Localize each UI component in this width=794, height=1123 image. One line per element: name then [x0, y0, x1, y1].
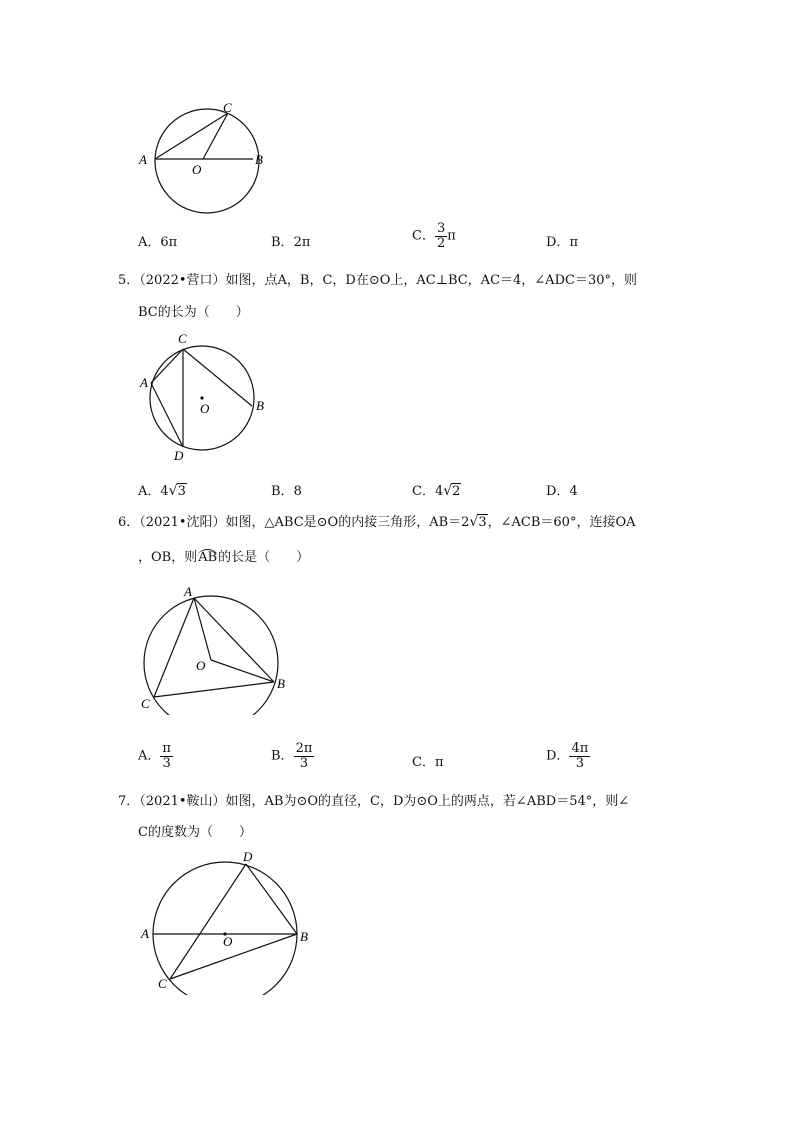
question-text: ，OB，则: [138, 550, 198, 565]
option-label: D．: [546, 748, 570, 764]
label-b: B: [255, 152, 263, 167]
label-o: O: [200, 401, 210, 416]
radicand: 3: [177, 484, 186, 499]
label-o: O: [223, 934, 233, 949]
label-b: B: [277, 676, 285, 691]
numerator: 2π: [295, 741, 313, 756]
fraction: [569, 742, 590, 770]
q4-option-b[interactable]: [271, 231, 310, 250]
fraction: [435, 222, 447, 250]
question-6-line1: 6．（2021•沈阳）如图，△ABC是⊙O的内接三角形，AB＝2√3，∠ACB＝60°，连接OA: [118, 514, 636, 530]
option-label: B．: [271, 235, 294, 250]
numerator: π: [162, 741, 171, 756]
figure-q7: [134, 845, 324, 995]
numerator: 3: [436, 221, 446, 236]
option-label: B．: [271, 748, 294, 764]
question-text: ，∠ACB＝60°，连接OA: [487, 515, 636, 530]
option-value: π: [447, 228, 456, 244]
option-label: C．: [412, 755, 435, 770]
fraction: [160, 742, 173, 770]
label-b: B: [256, 398, 264, 413]
option-value: π: [434, 755, 444, 770]
label-c: C: [223, 100, 232, 115]
radicand: 2: [452, 484, 461, 499]
option-label: A．: [138, 748, 161, 764]
radicand: 3: [478, 515, 487, 530]
label-o: O: [196, 658, 206, 673]
option-coefficient: 4: [160, 484, 169, 499]
q5-option-a[interactable]: A．4√3: [138, 483, 186, 499]
label-b: B: [300, 929, 308, 944]
denominator: 2: [436, 235, 446, 251]
question-text: 的长是（ ）: [218, 550, 310, 565]
label-c: C: [178, 331, 187, 346]
label-d: D: [174, 448, 184, 463]
q6-option-b[interactable]: [271, 742, 314, 770]
label-a: A: [184, 584, 192, 599]
arc-notation: AB: [198, 550, 218, 565]
option-value: 8: [293, 484, 302, 499]
question-5-line1: 5．（2022•营口）如图，点A，B，C，D在⊙O上，AC⊥BC，AC＝4，∠ADC＝30°，则: [118, 273, 637, 288]
denominator: 3: [299, 755, 309, 771]
option-label: B．: [271, 484, 294, 499]
option-value: π: [569, 235, 578, 250]
q4-option-a[interactable]: [138, 231, 177, 250]
figure-q6: [134, 580, 294, 715]
q6-option-a[interactable]: [138, 742, 173, 770]
option-value: 6π: [160, 235, 178, 250]
label-c: C: [141, 696, 150, 711]
label-a: A: [141, 926, 149, 941]
option-label: C．: [412, 484, 435, 499]
option-label: C．: [412, 228, 435, 244]
fraction: [294, 742, 315, 770]
option-value: 2π: [293, 235, 311, 250]
option-label: A．: [138, 235, 161, 250]
q5-option-b[interactable]: [271, 480, 302, 499]
question-5-line2: BC的长为（ ）: [138, 305, 249, 320]
q4-option-d[interactable]: [546, 231, 578, 250]
q4-option-c[interactable]: [412, 222, 456, 250]
q6-option-d[interactable]: [546, 742, 590, 770]
label-a: A: [139, 152, 147, 167]
question-7-line1: 7．（2021•鞍山）如图，AB为⊙O的直径，C，D为⊙O上的两点，若∠ABD＝54°，则∠: [118, 794, 630, 809]
label-a: A: [140, 375, 148, 390]
figure-q5: [136, 330, 276, 465]
question-7-line2: C的度数为（ ）: [138, 825, 252, 840]
option-label: D．: [546, 484, 570, 499]
question-text: 6．（2021•沈阳）如图，△ABC是⊙O的内接三角形，AB＝2: [118, 515, 470, 530]
q5-option-c[interactable]: C．4√2: [412, 483, 461, 499]
label-o: O: [192, 162, 202, 177]
figure-q4: [130, 98, 280, 218]
option-label: A．: [138, 484, 161, 499]
option-coefficient: 4: [434, 484, 444, 499]
question-6-line2: [138, 546, 309, 565]
q5-option-d[interactable]: [546, 480, 578, 499]
option-label: D．: [546, 235, 570, 250]
numerator: 4π: [571, 741, 589, 756]
option-value: 4: [569, 484, 578, 499]
denominator: 3: [162, 755, 171, 771]
label-d: D: [243, 849, 253, 864]
label-c: C: [158, 976, 167, 991]
denominator: 3: [575, 755, 584, 771]
q6-option-c[interactable]: [412, 751, 444, 770]
